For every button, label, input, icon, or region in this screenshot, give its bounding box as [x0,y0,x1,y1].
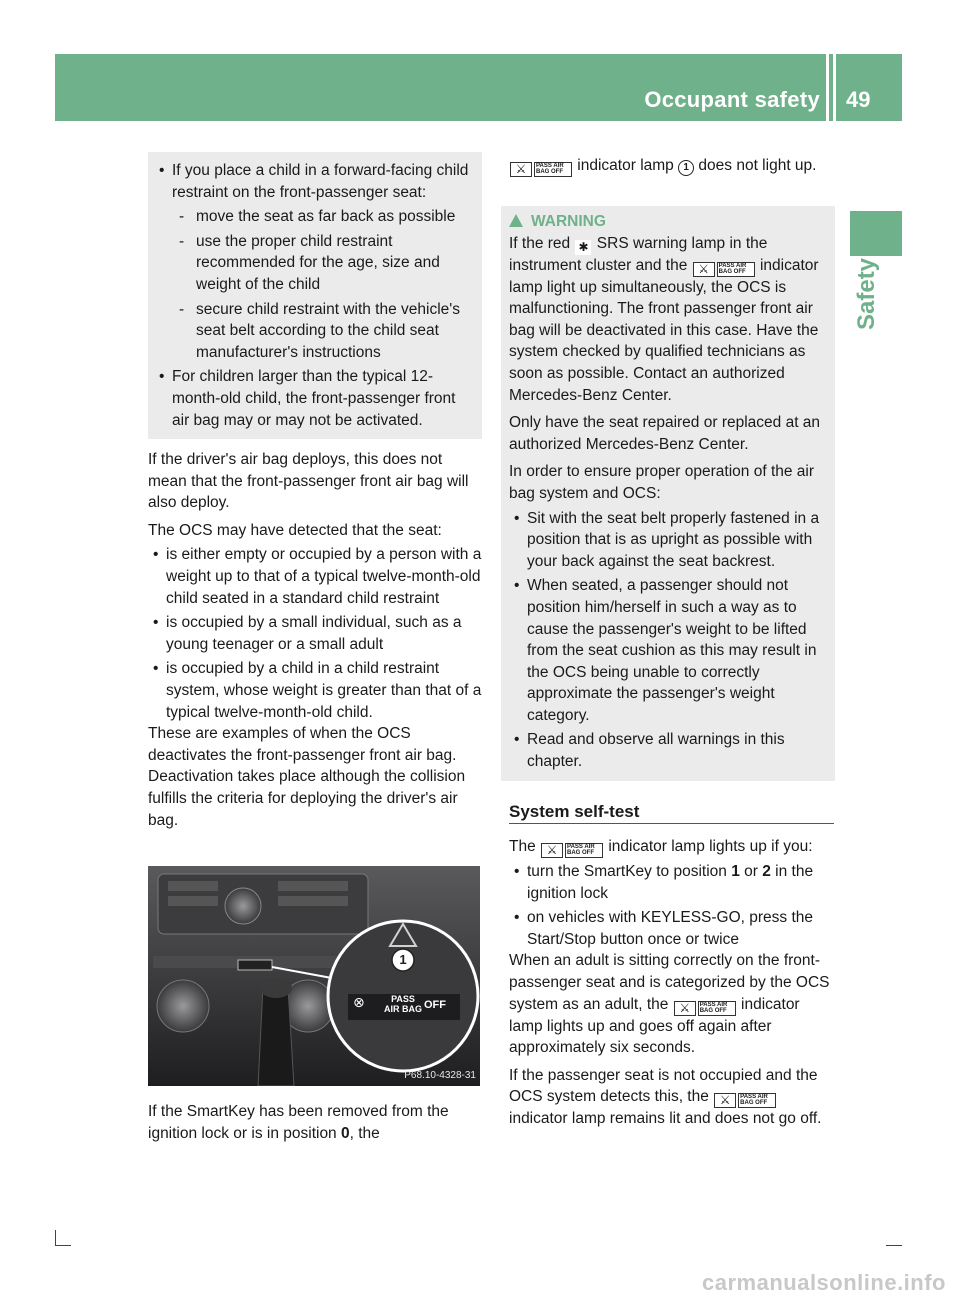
paragraph: In order to ensure proper operation of the air bag system and OCS: [509,463,815,502]
left-tail-text [148,1101,482,1144]
off-label: OFF [424,999,446,1011]
page-number: 49 [846,87,871,112]
chapter-label: Safety [853,257,880,330]
section-rule [509,823,834,824]
srs-warning-icon: ✱ [575,240,591,255]
text-run: , the [349,1124,380,1142]
child-seat-info-box [148,152,482,439]
list-item: • Read and observe all warnings in this chapter. [509,729,829,772]
paragraph [509,155,834,177]
list-item: - secure child restraint with the vehicle's seat belt according to the child seat manufacturer's instructions [154,299,476,364]
paragraph: Only have the seat repaired or replaced at an authorized Mercedes-Benz Center. [509,414,821,453]
console-photo [148,866,480,1086]
text-run: If the passenger seat is not occupied and the OCS system detects this, the [509,1066,818,1106]
list-item: • on vehicles with KEYLESS-GO, press the Start/Stop button once or twice [509,907,835,950]
paragraph: If the driver's air bag deploys, this does not mean that the front-passenger front air bag will also deploy. [148,451,469,512]
list-item: - use the proper child restraint recommended for the age, size and weight of the child [154,231,476,296]
callout-number: 1 [399,952,407,967]
text-run: does not light up. [694,157,817,174]
position-value: 0 [341,1124,350,1142]
warning-title: WARNING [531,213,606,230]
chapter-tab [850,211,902,256]
text-run: in the ignition lock [527,863,814,902]
callout-icon: 1 [678,160,694,176]
pass-airbag-off-icon: PASS AIR BAG OFF [698,1001,736,1016]
paragraph [509,1065,835,1130]
paragraph: These are examples of when the OCS deactivates the front-passenger front air bag. Deactivation takes place although the collision fulfills the criteria for deploying the driver's air bag. [148,725,466,829]
label-line: AIR BAG [384,1004,422,1014]
list-item [509,861,835,904]
pass-airbag-off-icon: PASS AIR BAG OFF [717,262,755,277]
crop-mark [886,1245,902,1246]
console-illustration [148,866,480,1086]
text-run: The [509,838,541,855]
list-item: • Sit with the seat belt properly fastened in a position that is as upright as possible with your back against the seat backrest. [509,508,829,573]
list-item: • is either empty or occupied by a person with a weight up to that of a typical twelve-month-old child seated in a standard child restraint [148,544,482,609]
crop-mark [55,1230,56,1246]
list-item: - move the seat as far back as possible [154,206,476,228]
list-item: • is occupied by a child in a child restraint system, whose weight is greater than that of a typical twelve-month-old child. [148,658,482,723]
text-run: If the red [509,234,575,252]
crop-mark [55,1245,71,1246]
seat-occupant-icon: ⚔ [693,262,715,277]
watermark: carmanualsonline.info [702,1270,946,1295]
paragraph [509,233,829,407]
pass-airbag-off-icon: PASS AIR BAG OFF [565,843,603,858]
header-divider [833,54,836,121]
text-run: If the SmartKey has been removed from the ignition lock or is in position [148,1103,449,1142]
text-run: or [739,863,763,880]
header-divider [826,54,829,121]
seat-occupant-icon: ⚔ [541,843,563,858]
text-run: indicator lamp [573,157,679,174]
seat-occupant-icon: ⚔ [714,1093,736,1108]
right-top-text [509,155,834,177]
text-run: indicator lamp light up simultaneously, the OCS is malfunctioning. The front passenger front air bag will be deactivated in this case. Have the system checked by qualified technicians as soon as possible. Contact an authorized Mercedes-Benz Center. [509,256,819,404]
seat-occupant-icon: ⚔ [674,1001,696,1016]
label-line: PASS [391,994,415,1004]
list-item: • For children larger than the typical 12-month-old child, the front-passenger front air bag may or may not be activated. [154,366,476,431]
paragraph [509,836,835,858]
position-value: 2 [762,863,771,880]
pass-airbag-label [384,994,422,1014]
paragraph [148,1101,482,1144]
section-heading: System self-test [509,802,640,821]
list-item: • If you place a child in a forward-facing child restraint on the front-passenger seat: [154,160,476,203]
paragraph [509,950,835,1058]
text-run: indicator lamp lights up if you: [604,838,813,855]
warning-icon [509,214,523,227]
pass-airbag-off-icon: PASS AIR BAG OFF [738,1093,776,1108]
left-body-text [148,449,482,831]
self-test-text [509,836,835,1130]
paragraph: The OCS may have detected that the seat: [148,521,442,539]
text-run: When an adult is sitting correctly on the front-passenger seat and is categorized by the OCS system as an adult, the [509,952,830,1013]
list-item: • is occupied by a small individual, such as a young teenager or a small adult [148,612,482,655]
text-run: indicator lamp remains lit and does not go off. [509,1110,822,1128]
text-run: indicator lamp lights up and goes off again after approximately six seconds. [509,995,800,1057]
page-section-title: Occupant safety [644,87,820,112]
position-value: 1 [731,863,740,880]
seat-occupant-icon: ⚔ [510,162,532,177]
text-run: SRS warning lamp in the instrument cluster and the [509,234,768,274]
warning-box [501,206,835,781]
list-item: • When seated, a passenger should not position him/herself in such a way as to cause the passenger's weight to be lifted from the seat cushion as this may result in the OCS being unable to correctly approximate the passenger's weight category. [509,575,829,726]
warning-heading [509,211,829,233]
text-run: turn the SmartKey to position [527,863,732,880]
figure-reference: P68.10-4328-31 [404,1070,476,1081]
pass-airbag-off-icon: PASS AIR BAG OFF [534,162,572,177]
seat-occupant-icon: ⊗ [353,994,365,1010]
